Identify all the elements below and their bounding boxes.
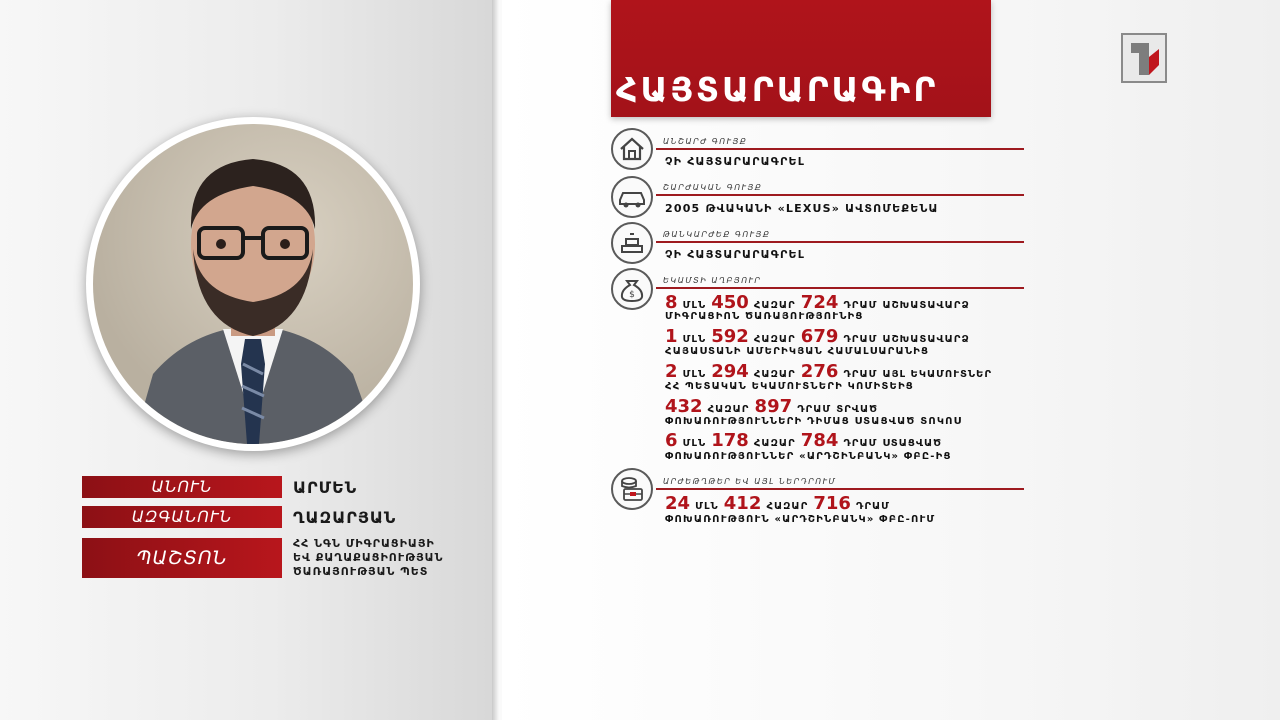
amount-mln: 8 xyxy=(665,292,678,313)
divider xyxy=(656,488,1024,490)
car-icon xyxy=(611,176,653,218)
section-heading-real-estate: ԱՆՇԱՐԺ ԳՈՒՅՔ xyxy=(663,137,748,146)
section-heading-securities: ԱՐԺԵԹՂԹԵՐ ԵՎ ԱՅԼ ՆԵՐԴՐՈՒՄ xyxy=(663,477,837,486)
unit-thousand: ՀԱԶԱՐ xyxy=(753,438,796,449)
position-line: ԾԱՌԱՅՈՒԹՅԱՆ ՊԵՏ xyxy=(293,565,429,578)
amount-mln: 2 xyxy=(665,361,678,382)
amount-mln: 6 xyxy=(665,430,678,451)
position-line: ԵՎ ՔԱՂԱՔԱՑԻՈՒԹՅԱՆ xyxy=(293,551,444,564)
page-title: ՀԱՅՏԱՐԱՐԱԳԻՐ xyxy=(616,70,939,109)
amount-dram: 897 xyxy=(754,396,793,417)
amount-dram: 679 xyxy=(800,326,839,347)
income-item-amount xyxy=(665,430,942,451)
section-heading-movable: ՇԱՐԺԱԿԱՆ ԳՈՒՅՔ xyxy=(663,183,763,192)
unit-mln: ՄԼՆ xyxy=(682,300,707,311)
amount-thousand: 450 xyxy=(711,292,749,313)
unit-mln: ՄԼՆ xyxy=(682,438,707,449)
person-photo-icon xyxy=(93,124,413,444)
divider xyxy=(656,287,1024,289)
portrait-frame xyxy=(86,117,420,451)
section-heading-income: ԵԿԱՄՏԻ ԱՂԲՅՈՒՐ xyxy=(663,276,762,285)
label-position: ՊԱՇՏՈՆ xyxy=(82,538,282,578)
label-surname: ԱԶԳԱՆՈՒՆ xyxy=(82,506,282,528)
gold-bars-icon xyxy=(611,222,653,264)
amount-mln: 24 xyxy=(665,493,691,514)
unit-thousand: ՀԱԶԱՐ xyxy=(753,334,796,345)
amount-dram: 276 xyxy=(800,361,839,382)
unit-mln: ՄԼՆ xyxy=(682,334,707,345)
amount-thousand: 294 xyxy=(711,361,749,382)
real-estate-value: ՉԻ ՀԱՅՏԱՐԱՐԱԳՐԵԼ xyxy=(665,155,806,168)
unit-mln: ՄԼՆ xyxy=(682,369,707,380)
amount-thousand: 178 xyxy=(711,430,749,451)
amount-dram: 716 xyxy=(813,493,851,514)
unit-dram: ԴՐԱՄ xyxy=(843,438,878,449)
page-spine xyxy=(492,0,502,720)
unit-dram: ԴՐԱՄ xyxy=(856,501,890,512)
divider xyxy=(656,194,1024,196)
amount-dram: 784 xyxy=(800,430,839,451)
amount-thousand: 412 xyxy=(723,493,762,514)
securities-amount xyxy=(665,493,890,514)
income-desc: ԱՇԽԱՏԱՎԱՐՁ xyxy=(882,300,970,311)
income-source: ՀՀ ՊԵՏԱԿԱՆ ԵԿԱՄՈՒՏՆԵՐԻ ԿՈՄԻՏԵԻՑ xyxy=(665,381,914,392)
income-desc: ՍՏԱՑՎԱԾ xyxy=(882,438,942,449)
amount-dram: 724 xyxy=(800,292,839,313)
unit-dram: ԴՐԱՄ xyxy=(843,334,878,345)
valuables-value: ՉԻ ՀԱՅՏԱՐԱՐԱԳՐԵԼ xyxy=(665,248,806,261)
securities-desc: ՓՈԽԱՌՈՒԹՅՈՒՆ «ԱՐԴՇԻՆԲԱՆԿ» ՓԲԸ-ՈՒՄ xyxy=(665,514,936,525)
amount-thousand: 432 xyxy=(665,396,703,417)
section-heading-valuables: ԹԱՆԿԱՐԺԵՔ ԳՈՒՅՔ xyxy=(663,230,771,239)
portrait-photo xyxy=(93,124,413,444)
investments-icon xyxy=(611,468,653,510)
unit-dram: ԴՐԱՄ xyxy=(843,300,878,311)
income-item-amount xyxy=(665,396,878,417)
income-source: ՀԱՅԱՍՏԱՆԻ ԱՄԵՐԻԿՅԱՆ ՀԱՄԱԼՍԱՐԱՆԻՑ xyxy=(665,346,930,357)
person-surname: ՂԱԶԱՐՅԱՆ xyxy=(293,508,397,527)
unit-thousand: ՀԱԶԱՐ xyxy=(753,369,796,380)
divider xyxy=(656,148,1024,150)
income-item-amount xyxy=(665,292,970,313)
divider xyxy=(656,241,1024,243)
unit-thousand: ՀԱԶԱՐ xyxy=(766,501,809,512)
unit-dram: ԴՐԱՄ xyxy=(843,369,878,380)
channel-logo-icon xyxy=(1121,33,1167,83)
income-desc: ԱՇԽԱՏԱՎԱՐՁ xyxy=(882,334,970,345)
svg-text:$: $ xyxy=(629,290,635,300)
income-desc: ՏՐՎԱԾ xyxy=(836,404,878,415)
person-position xyxy=(293,537,443,579)
person-name: ԱՐՄԵՆ xyxy=(293,478,358,497)
income-item-amount xyxy=(665,326,970,347)
income-source: ՓՈԽԱՌՈՒԹՅՈՒՆՆԵՐԻ ԴԻՄԱՑ ՍՏԱՑՎԱԾ ՏՈԿՈՍ xyxy=(665,416,963,427)
money-bag-icon xyxy=(611,268,653,310)
income-source: ՓՈԽԱՌՈՒԹՅՈՒՆՆԵՐ «ԱՐԴՇԻՆԲԱՆԿ» ՓԲԸ-ԻՑ xyxy=(665,451,952,462)
amount-mln: 1 xyxy=(665,326,678,347)
house-icon xyxy=(611,128,653,170)
income-source: ՄԻԳՐԱՑԻՈՆ ԾԱՌԱՅՈՒԹՅՈՒՆԻՑ xyxy=(665,311,864,322)
movable-value: 2005 ԹՎԱԿԱՆԻ «LEXUS» ԱՎՏՈՄԵՔԵՆԱ xyxy=(665,202,939,215)
unit-thousand: ՀԱԶԱՐ xyxy=(707,404,750,415)
unit-dram: ԴՐԱՄ xyxy=(797,404,832,415)
unit-mln: ՄԼՆ xyxy=(695,501,719,512)
income-item-amount xyxy=(665,361,992,382)
unit-thousand: ՀԱԶԱՐ xyxy=(753,300,796,311)
label-name: ԱՆՈՒՆ xyxy=(82,476,282,498)
income-desc: ԱՅԼ ԵԿԱՄՈՒՏՆԵՐ xyxy=(882,369,993,380)
amount-thousand: 592 xyxy=(711,326,749,347)
position-line: ՀՀ ՆԳՆ ՄԻԳՐԱՑԻԱՅԻ xyxy=(293,537,435,550)
